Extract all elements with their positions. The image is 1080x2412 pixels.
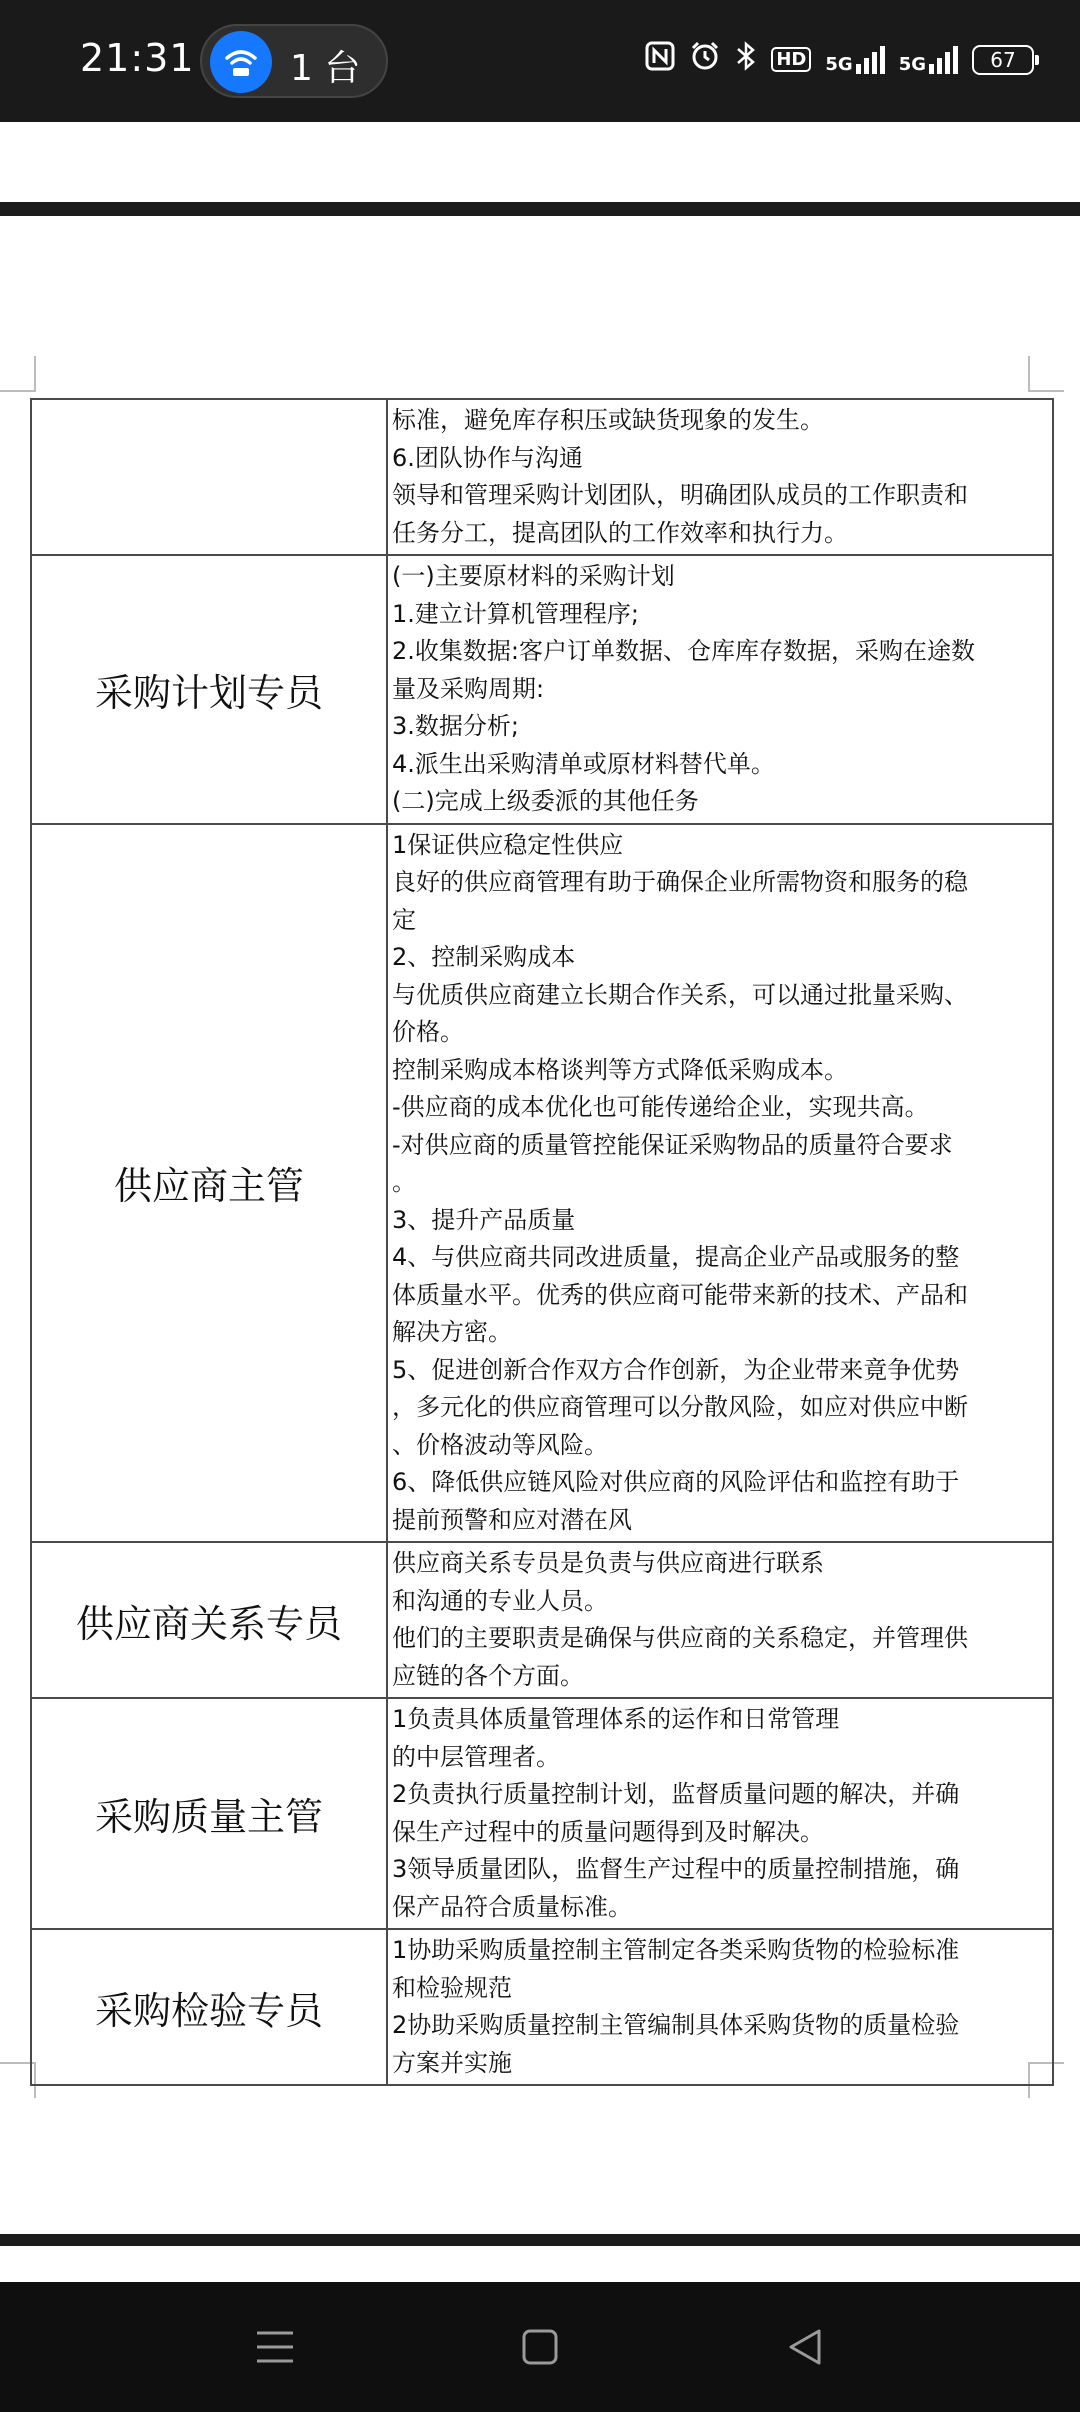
status-icons	[645, 40, 1034, 79]
duty-line: 供应商关系专员是负责与供应商进行联系	[392, 1549, 824, 1577]
duties-cell	[387, 399, 1053, 555]
duty-line: 和沟通的专业人员。	[392, 1586, 608, 1615]
document-page	[0, 216, 1080, 2234]
menu-icon[interactable]	[240, 2312, 310, 2382]
duty-line: 6、降低供应链风险对供应商的风险评估和监控有助于	[392, 1468, 960, 1496]
hd-badge: HD	[771, 47, 811, 72]
duty-line: 方案并实施	[392, 2048, 512, 2077]
signal-icon-2	[899, 46, 958, 74]
crop-mark-top-right	[1028, 356, 1064, 392]
duty-line: (一)主要原材料的采购计划	[392, 562, 675, 590]
duty-line: 1保证供应稳定性供应	[392, 830, 624, 859]
duty-line: 4.派生出采购清单或原材料替代单。	[392, 749, 775, 778]
role-cell	[31, 399, 387, 555]
hotspot-pill[interactable]	[200, 24, 388, 98]
table-row	[31, 1929, 1053, 2085]
nfc-icon	[645, 41, 675, 78]
role-cell: 供应商关系专员	[31, 1542, 387, 1698]
duty-line: 1负责具体质量管理体系的运作和日常管理	[392, 1705, 840, 1733]
home-icon[interactable]	[505, 2312, 575, 2382]
top-divider	[0, 202, 1080, 216]
app-top-area	[0, 122, 1080, 202]
bottom-divider	[0, 2234, 1080, 2246]
duty-line: 3.数据分析;	[392, 712, 519, 740]
table-row	[31, 399, 1053, 555]
wifi-hotspot-icon	[210, 31, 272, 93]
duty-line: 提前预警和应对潜在风	[392, 1505, 632, 1534]
duty-line: 保产品符合质量标准。	[392, 1892, 632, 1921]
duty-line: 3领导质量团队，监督生产过程中的质量控制措施，确	[392, 1855, 960, 1883]
duties-cell	[387, 824, 1053, 1543]
bluetooth-icon	[735, 40, 757, 79]
duty-line: -对供应商的质量管控能保证采购物品的质量符合要求	[392, 1130, 953, 1159]
table-row	[31, 824, 1053, 1543]
role-cell: 采购计划专员	[31, 555, 387, 824]
duty-line: 。	[392, 1168, 416, 1196]
duty-line: 和检验规范	[392, 1973, 512, 2002]
alarm-icon	[689, 40, 721, 79]
duty-line: 1协助采购质量控制主管制定各类采购货物的检验标准	[392, 1936, 960, 1964]
role-duties-table	[30, 398, 1054, 2086]
duties-cell	[387, 1929, 1053, 2085]
role-cell: 供应商主管	[31, 824, 387, 1543]
duty-line: 体质量水平。优秀的供应商可能带来新的技术、产品和	[392, 1280, 968, 1309]
duty-line: 6.团队协作与沟通	[392, 443, 583, 472]
duty-line: 控制采购成本格谈判等方式降低采购成本。	[392, 1055, 848, 1084]
duty-line: -供应商的成本优化也可能传递给企业，实现共高。	[392, 1093, 929, 1121]
table-row	[31, 1698, 1053, 1929]
crop-mark-top-left	[0, 356, 36, 392]
role-cell: 采购检验专员	[31, 1929, 387, 2085]
duty-line: 1.建立计算机管理程序;	[392, 599, 639, 628]
duties-cell	[387, 1542, 1053, 1698]
duty-line: 的中层管理者。	[392, 1742, 560, 1771]
duty-line: 、价格波动等风险。	[392, 1430, 608, 1459]
duty-line: 任务分工，提高团队的工作效率和执行力。	[392, 518, 848, 547]
duty-line: 领导和管理采购计划团队，明确团队成员的工作职责和	[392, 481, 968, 509]
duty-line: 良好的供应商管理有助于确保企业所需物资和服务的稳	[392, 868, 968, 896]
battery-level: 67	[990, 47, 1016, 72]
duty-line: 2协助采购质量控制主管编制具体采购货物的质量检验	[392, 2011, 960, 2039]
duty-line: 2、控制采购成本	[392, 943, 576, 971]
duty-line: 保生产过程中的质量问题得到及时解决。	[392, 1817, 824, 1846]
clock-time: 21:31	[80, 36, 195, 80]
duty-line: 2.收集数据:客户订单数据、仓库库存数据，采购在途数	[392, 637, 975, 665]
duty-line: ，多元化的供应商管理可以分散风险，如应对供应中断	[392, 1393, 968, 1421]
status-bar	[0, 0, 1080, 122]
duty-line: 他们的主要职责是确保与供应商的关系稳定，并管理供	[392, 1624, 968, 1652]
signal-icon-1	[825, 46, 884, 74]
duty-line: 解决方密。	[392, 1318, 512, 1346]
table-row	[31, 1542, 1053, 1698]
hotspot-count: 1 台	[290, 48, 361, 89]
duty-line: 与优质供应商建立长期合作关系，可以通过批量采购、	[392, 980, 968, 1009]
duty-line: 标准，避免库存积压或缺货现象的发生。	[392, 406, 824, 434]
role-cell: 采购质量主管	[31, 1698, 387, 1929]
duty-line: 价格。	[392, 1018, 464, 1046]
duty-line: 量及采购周期:	[392, 674, 545, 703]
table-row	[31, 555, 1053, 824]
battery-icon	[972, 45, 1034, 75]
duty-line: 定	[392, 905, 416, 934]
duty-line: 应链的各个方面。	[392, 1661, 584, 1690]
duty-line: (二)完成上级委派的其他任务	[392, 787, 699, 815]
navigation-bar	[0, 2282, 1080, 2412]
duties-cell	[387, 555, 1053, 824]
back-icon[interactable]	[770, 2312, 840, 2382]
network-type-label: 5G	[825, 53, 853, 75]
duty-line: 5、促进创新合作双方合作创新，为企业带来竟争优势	[392, 1355, 960, 1384]
duty-line: 4、与供应商共同改进质量，提高企业产品或服务的整	[392, 1243, 960, 1271]
duty-line: 2负责执行质量控制计划，监督质量问题的解决，并确	[392, 1780, 960, 1808]
duties-cell	[387, 1698, 1053, 1929]
duty-line: 3、提升产品质量	[392, 1205, 576, 1234]
network-type-label: 5G	[898, 53, 926, 75]
